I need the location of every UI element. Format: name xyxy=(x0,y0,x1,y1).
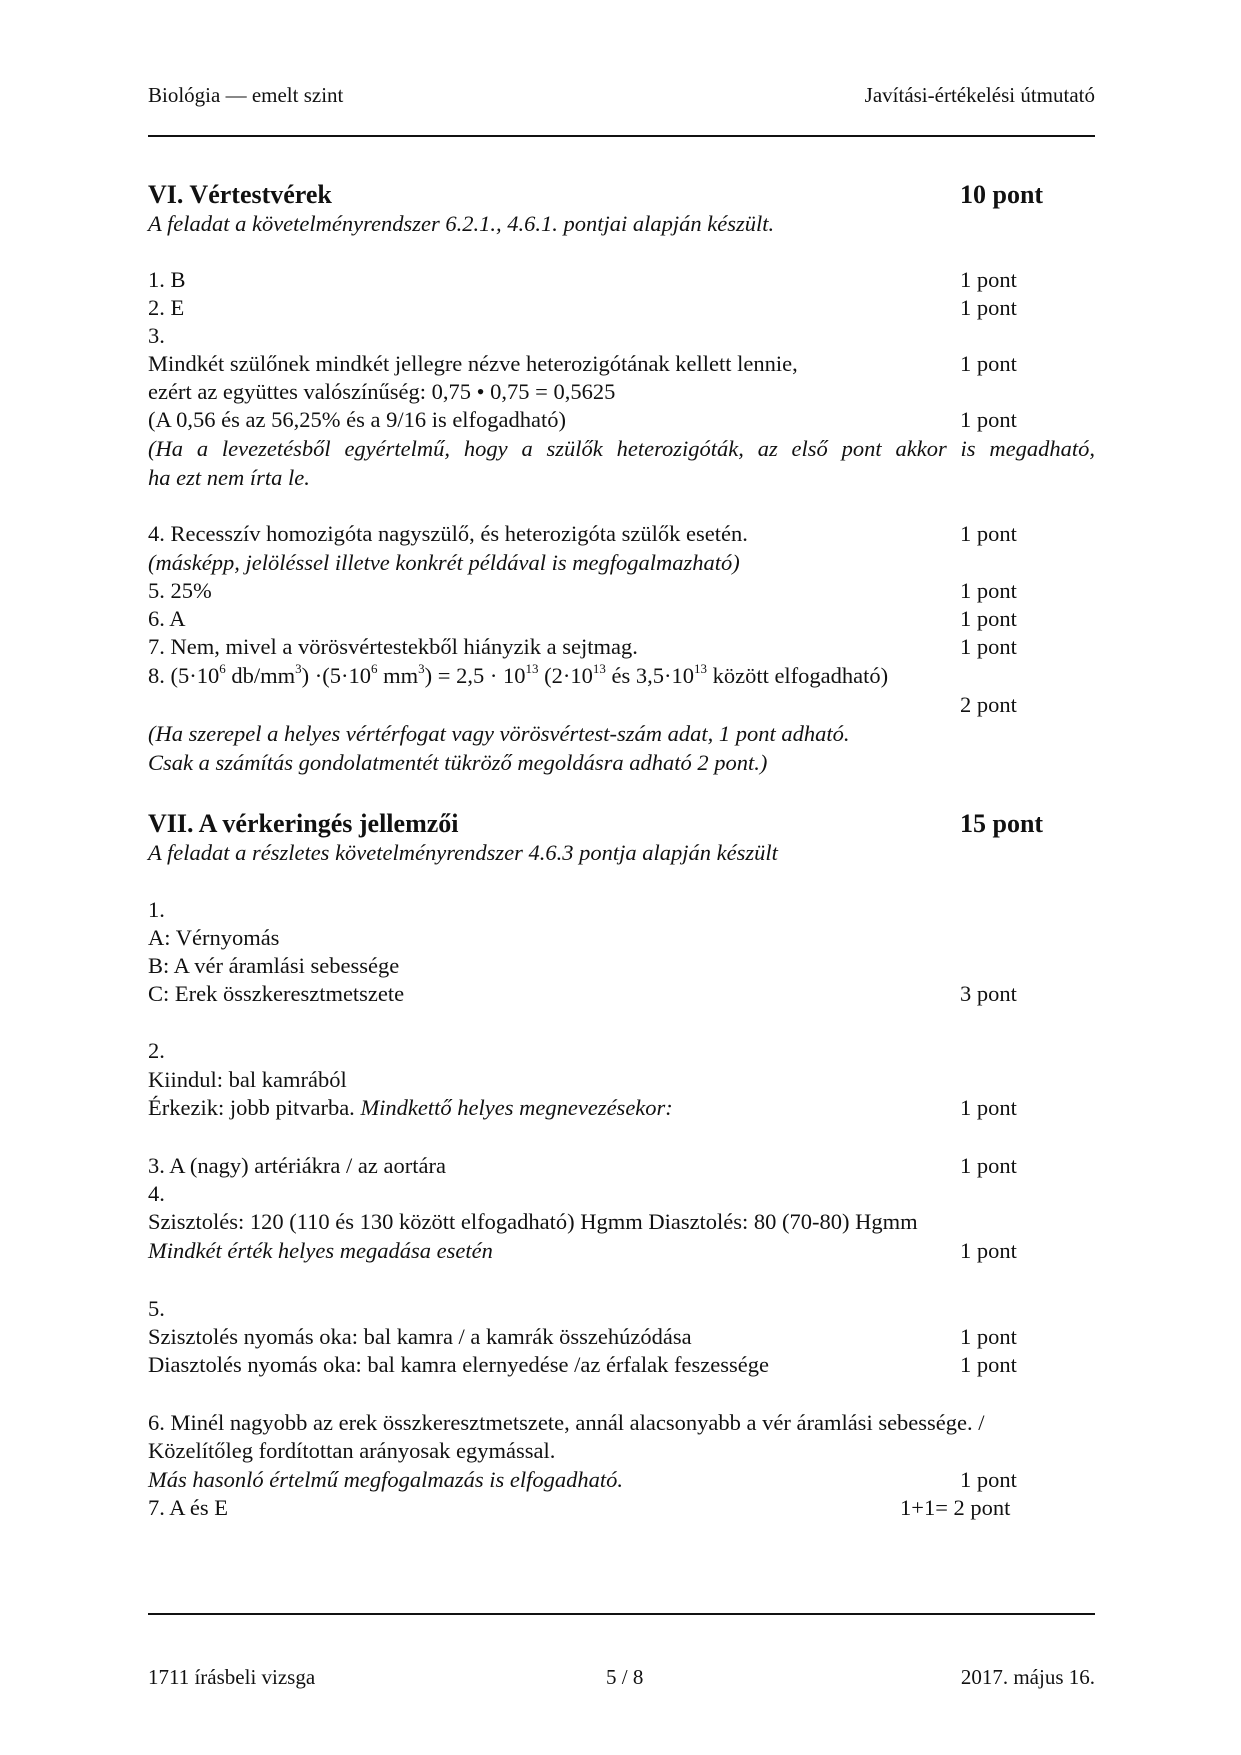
question-1-points: 3 pont xyxy=(960,981,1017,1006)
question-4-a: Szisztolés: 120 (110 és 130 között elfogadható) Hgmm Diasztolés: 80 (70-80) Hgmm xyxy=(148,1209,918,1234)
question-6-a: 6. Minél nagyobb az erek összkeresztmetszete, annál alacsonyabb a vér áramlási sebessége. / xyxy=(148,1410,985,1435)
question-2-b: Érkezik: jobb pitvarba. Mindkettő helyes megnevezésekor: xyxy=(148,1095,673,1120)
answer-3-line-a: Mindkét szülőnek mindkét jellegre nézve heterozigótának kellett lennie, xyxy=(148,351,798,376)
answer-1: 1. B xyxy=(148,267,186,292)
question-3: 3. A (nagy) artériákra / az aortára xyxy=(148,1153,446,1178)
question-1-b: B: A vér áramlási sebessége xyxy=(148,953,400,978)
footer-page-number: 5 / 8 xyxy=(606,1665,644,1689)
question-7-points: 1+1= 2 pont xyxy=(900,1495,1011,1520)
answer-4-points: 1 pont xyxy=(960,521,1017,546)
answer-4-note: (másképp, jelöléssel illetve konkrét példával is megfogalmazható) xyxy=(148,550,740,575)
answer-2: 2. E xyxy=(148,295,185,320)
footer-rule xyxy=(148,1613,1095,1615)
question-6-b: Közelítőleg fordítottan arányosak egymással. xyxy=(148,1438,556,1463)
answer-6-points: 1 pont xyxy=(960,606,1017,631)
answer-7-points: 1 pont xyxy=(960,634,1017,659)
question-6-note: Más hasonló értelmű megfogalmazás is elfogadható. xyxy=(148,1467,623,1492)
answer-3-note-a: (Ha a levezetésből egyértelmű, hogy a szülők heterozigóták, az első pont akkor is megadható, xyxy=(148,436,1095,461)
question-4-number: 4. xyxy=(148,1181,165,1206)
question-1-c: C: Erek összkeresztmetszete xyxy=(148,981,405,1006)
question-1-a: A: Vérnyomás xyxy=(148,925,280,950)
section-7-points: 15 pont xyxy=(960,809,1044,838)
question-6-points: 1 pont xyxy=(960,1467,1017,1492)
question-7: 7. A és E xyxy=(148,1495,229,1520)
section-6-points: 10 pont xyxy=(960,180,1044,209)
answer-8-note-a: (Ha szerepel a helyes vértérfogat vagy vörösvértest-szám adat, 1 pont adható. xyxy=(148,721,850,746)
question-5-a-points: 1 pont xyxy=(960,1324,1017,1349)
answer-5: 5. 25% xyxy=(148,578,212,603)
section-7-title: VII. A vérkeringés jellemzői xyxy=(148,809,459,838)
answer-8-note-b: Csak a számítás gondolatmentét tükröző megoldásra adható 2 pont.) xyxy=(148,750,768,775)
question-5-b-points: 1 pont xyxy=(960,1352,1017,1377)
answer-3-number: 3. xyxy=(148,323,165,348)
answer-3-line-c: (A 0,56 és az 56,25% és a 9/16 is elfogadható) xyxy=(148,407,567,432)
question-1-number: 1. xyxy=(148,897,165,922)
answer-3-line-b: ezért az együttes valószínűség: 0,75 • 0,75 = 0,5625 xyxy=(148,379,616,404)
answer-7: 7. Nem, mivel a vörösvértestekből hiányzik a sejtmag. xyxy=(148,634,638,659)
question-4-b: Mindkét érték helyes megadása esetén xyxy=(148,1238,493,1263)
answer-8: 8. ($5\cdot 10^6$ $db/mm^3) \cdot(5\cdot 10^6$ $mm^3) = 2,5 \cdot 10^{13}$ ($2\cdot 10^{13}$ és $3,5\cdot 10^{13}$ között elfogadható) xyxy=(148,660,889,688)
header-title: Javítási-értékelési útmutató xyxy=(864,83,1095,107)
question-3-points: 1 pont xyxy=(960,1153,1017,1178)
header-rule xyxy=(148,135,1095,137)
answer-1-points: 1 pont xyxy=(960,267,1017,292)
header-subject: Biológia — emelt szint xyxy=(148,83,344,107)
question-2-a: Kiindul: bal kamrából xyxy=(148,1067,347,1092)
question-2-number: 2. xyxy=(148,1038,165,1063)
answer-3-line-a-points: 1 pont xyxy=(960,351,1017,376)
section-6-subtitle: A feladat a követelményrendszer 6.2.1., 4.6.1. pontjai alapján készült. xyxy=(148,211,775,236)
question-5-b: Diasztolés nyomás oka: bal kamra elernyedése /az érfalak feszessége xyxy=(148,1352,769,1377)
question-4-points: 1 pont xyxy=(960,1238,1017,1263)
section-6-title: VI. Vértestvérek xyxy=(148,180,332,209)
answer-3-note-b: ha ezt nem írta le. xyxy=(148,465,310,490)
answer-6: 6. A xyxy=(148,606,186,631)
question-5-number: 5. xyxy=(148,1296,165,1321)
question-5-a: Szisztolés nyomás oka: bal kamra / a kamrák összehúzódása xyxy=(148,1324,692,1349)
answer-5-points: 1 pont xyxy=(960,578,1017,603)
footer-date: 2017. május 16. xyxy=(960,1665,1095,1689)
answer-8-points: 2 pont xyxy=(960,692,1017,717)
answer-4: 4. Recesszív homozigóta nagyszülő, és heterozigóta szülők esetén. xyxy=(148,521,748,546)
section-7-subtitle: A feladat a részletes követelményrendszer 4.6.3 pontja alapján készült xyxy=(148,840,778,865)
answer-3-line-c-points: 1 pont xyxy=(960,407,1017,432)
question-2-points: 1 pont xyxy=(960,1095,1017,1120)
answer-2-points: 1 pont xyxy=(960,295,1017,320)
footer-exam-code: 1711 írásbeli vizsga xyxy=(148,1665,316,1689)
